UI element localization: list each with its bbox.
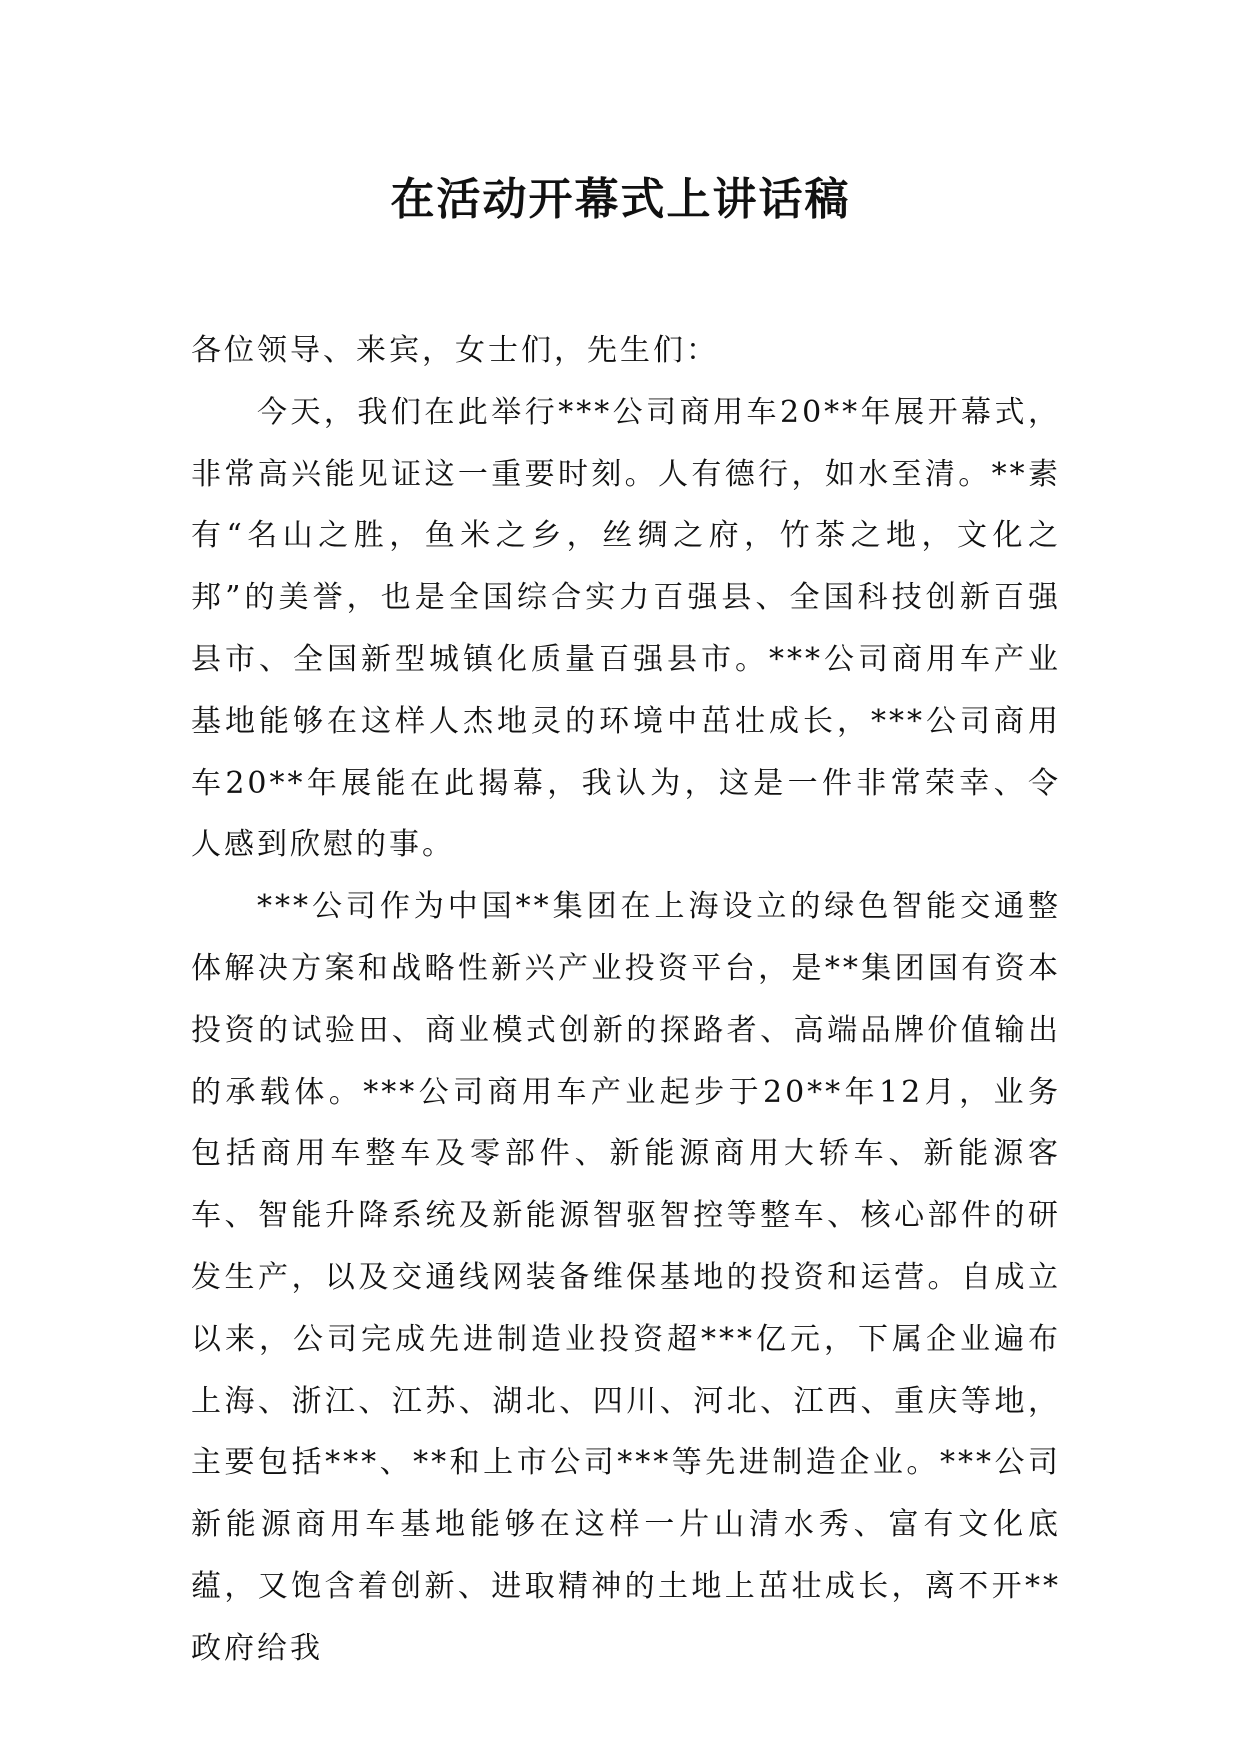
paragraph-2: ***公司作为中国**集团在上海设立的绿色智能交通整体解决方案和战略性新兴产业投资平台，是**集团国有资本投资的试验田、商业模式创新的探路者、高端品牌价值输出的承载体。***公司商用车产业起步于20**年12月，业务包括商用车整车及零部件、新能源商用大轿车、新能源客车、智能升降系统及新能源智驱智控等整车、核心部件的研发生产，以及交通线网装备维保基地的投资和运营。自成立以来，公司完成先进制造业投资超***亿元，下属企业遍布上海、浙江、江苏、湖北、四川、河北、江西、重庆等地，主要包括***、**和上市公司***等先进制造企业。***公司新能源商用车基地能够在这样一片山清水秀、富有文化底蕴，又饱含着创新、进取精神的土地上茁壮成长，离不开**政府给我 <box>191 889 1061 1666</box>
paragraph-1: 今天，我们在此举行***公司商用车20**年展开幕式，非常高兴能见证这一重要时刻。人有德行，如水至清。**素有“名山之胜，鱼米之乡，丝绸之府，竹茶之地，文化之邦”的美誉，也是全国综合实力百强县、全国科技创新百强县市、全国新型城镇化质量百强县市。***公司商用车产业基地能够在这样人杰地灵的环境中茁壮成长，***公司商用车20**年展能在此揭幕，我认为，这是一件非常荣幸、令人感到欣慰的事。 <box>191 394 1061 863</box>
document-title: 在活动开幕式上讲话稿 <box>390 174 851 225</box>
salutation: 各位领导、来宾，女士们，先生们： <box>191 333 719 368</box>
document-body <box>191 320 1061 1680</box>
